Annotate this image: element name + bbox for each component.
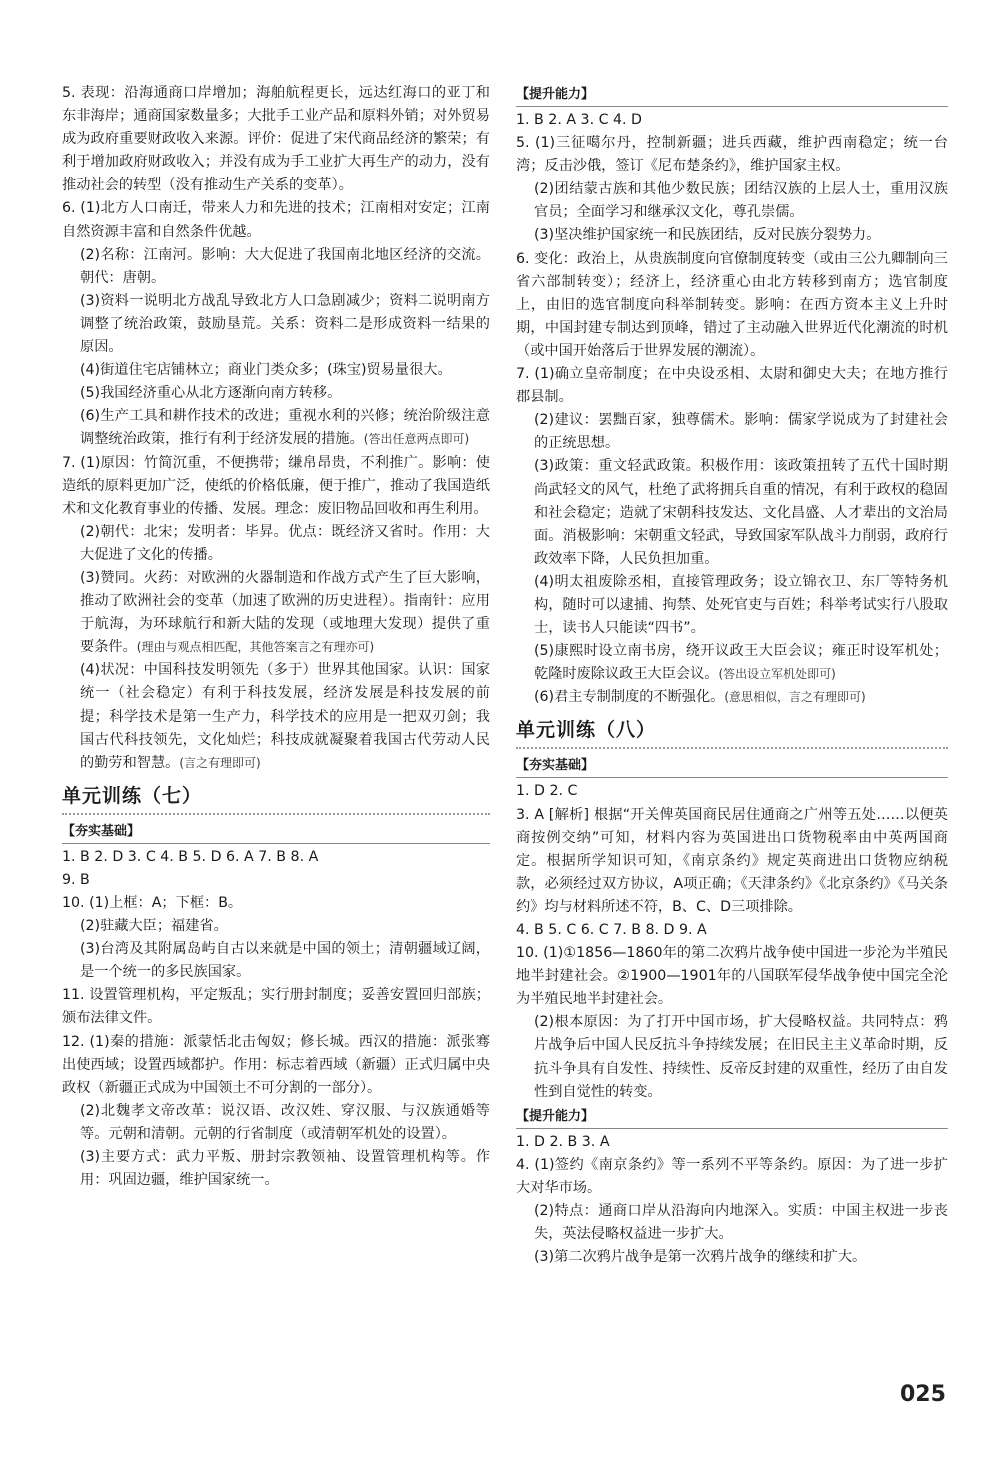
section-tag-basic: 【夯实基础】 [516,758,595,774]
unit-8-divider [516,747,948,749]
answer-u7-q10-3: (3)台湾及其附属岛屿自古以来就是中国的领土；清朝疆域辽阔，是一个统一的多民族国家。 [80,941,490,981]
answer-l-q7-2: (2)朝代：北宋；发明者：毕昇。优点：既经济又省时。作用：大大促进了文化的传播。 [80,523,490,563]
answer-note: (答出设立军机处即可) [718,667,836,682]
answer-r-q5-2: (2)团结蒙古族和其他少数民族；团结汉族的上层人士，重用汉族官员；全面学习和继承汉文化，尊孔崇儒。 [534,181,948,221]
answer-r-q7-6 [516,686,948,709]
answer-r-mc1: 1. B 2. A 3. C 4. D [516,112,642,128]
answer-u7-q12-2: (2)北魏孝文帝改革：说汉语、改汉姓、穿汉服、与汉族通婚等等。元朝和清朝。元朝的行省制度（或清朝军机处的设置）。 [80,1102,490,1142]
answer-r-q7-3: (3)政策：重文轻武政策。积极作用：该政策扭转了五代十国时期尚武轻文的风气，杜绝了武将拥兵自重的情况，有利于政权的稳固和社会稳定；造就了宋朝科技发达、文化昌盛、人才辈出的文治局面。消极影响：宋朝重文轻武，导致国家军队战斗力削弱，政府行政效率下降，人民负担加重。 [534,458,948,567]
answer-r-q7-1: 7. (1)确立皇帝制度；在中央设丞相、太尉和御史大夫；在地方推行郡县制。 [516,366,948,406]
answer-l-q6-1: 6. (1)北方人口南迁，带来人力和先进的技术；江南相对安定；江南自然资源丰富和自然条件优越。 [62,200,490,240]
answer-u8-q10-1: 10. (1)①1856—1860年的第二次鸦片战争使中国进一步沦为半殖民地半封建社会。②1900—1901年的八国联军侵华战争使中国完全沦为半殖民地半封建社会。 [516,945,948,1008]
answer-text: (5)康熙时设立南书房，绕开议政王大臣会议；雍正时设军机处；乾隆时废除议政王大臣会议。 [534,643,948,683]
section-tag-rule [516,106,948,107]
answer-l-q7-1: 7. (1)原因：竹简沉重，不便携带；缣帛昂贵，不利推广。影响：使造纸的原料更加广泛，使纸的价格低廉，便于推广，推动了我国造纸术和文化教育事业的传播、发展。理念：废旧物品回收和再生利用。 [62,454,490,517]
answer-l-q7-4 [62,659,490,774]
answer-u7-mc2: 9. B [62,871,90,888]
answer-note: (意思相似，言之有理即可) [724,690,866,705]
answer-u7-mc1: 1. B 2. D 3. C 4. B 5. D 6. A 7. B 8. A [62,848,319,865]
answer-u8-imp-q4-3: (3)第二次鸦片战争是第一次鸦片战争的继续和扩大。 [534,1249,867,1266]
section-tag-improve: 【提升能力】 [516,87,595,102]
answer-l-q6-4: (4)街道住宅店铺林立；商业门类众多；(珠宝)贸易量很大。 [80,362,452,379]
left-column [62,82,490,1192]
answer-u8-mc2: 4. B 5. C 6. C 7. B 8. D 9. A [516,922,707,938]
answer-l-q5: 5. 表现：沿海通商口岸增加；海舶航程更长，远达红海口的亚丁和东非海岸；通商国家数量多；大批手工业产品和原料外销；对外贸易成为政府重要财政收入来源。评价：促进了宋代商品经济的繁荣；有利于增加政府财政收入；并没有成为手工业扩大再生产的动力，没有推动社会的转型（没有推动生产关系的变革）。 [62,85,490,194]
answer-u7-q10-2: (2)驻藏大臣；福建省。 [80,918,228,935]
answer-r-q5-3: (3)坚决维护国家统一和民族团结，反对民族分裂势力。 [534,227,881,244]
answer-text: (6)君主专制制度的不断强化。 [534,689,725,706]
answer-l-q6-3: (3)资料一说明北方战乱导致北方人口急剧减少；资料二说明南方调整了统治政策，鼓励垦荒。关系：资料二是形成资料一结果的原因。 [80,292,490,356]
answer-r-q7-5 [516,640,948,686]
answer-u7-q12-1: 12. (1)秦的措施：派蒙恬北击匈奴；修长城。西汉的措施：派张骞出使西域；设置西域都护。作用：标志着西域（新疆）正式归属中央政权（新疆正式成为中国领土不可分割的一部分）。 [62,1033,490,1096]
section-tag-basic: 【夯实基础】 [62,823,141,839]
answer-text: (6)生产工具和耕作技术的改进；重视水利的兴修；统治阶级注意调整统治政策，推行有利于经济发展的措施。 [80,408,490,448]
answer-note: (理由与观点相匹配，其他答案言之有理亦可) [136,640,375,655]
answer-l-q6-6 [62,405,490,451]
section-tag-improve: 【提升能力】 [516,1108,595,1124]
answer-u8-q10-2: (2)根本原因：为了打开中国市场，扩大侵略权益。共同特点：鸦片战争后中国人民反抗斗争持续发展；在旧民主主义革命时期，反抗斗争具有自发性、持续性、反帝反封建的双重性，经历了由自发性到自觉性的转变。 [534,1014,948,1100]
answer-u8-imp-q4-1: 4. (1)签约《南京条约》等一系列不平等条约。原因：为了进一步扩大对华市场。 [516,1156,948,1196]
answer-l-q7-3 [62,567,490,659]
answer-r-q5-1: 5. (1)三征噶尔丹，控制新疆；进兵西藏，维护西南稳定；统一台湾；反击沙俄，签订《尼布楚条约》，维护国家主权。 [516,135,948,175]
answer-r-q7-2: (2)建议：罢黜百家，独尊儒术。影响：儒家学说成为了封建社会的正统思想。 [534,412,948,452]
answer-l-q6-2: (2)名称：江南河。影响：大大促进了我国南北地区经济的交流。朝代：唐朝。 [80,246,490,286]
answer-text: (3)赞同。火药：对欧洲的火器制造和作战方式产生了巨大影响，推动了欧洲社会的变革（加速了欧洲的历史进程）。指南针：应用于航海，为环球航行和新大陆的发现（或地理大发现）提供了重要条件。 [80,569,490,656]
unit-8-title: 单元训练（八） [516,719,657,742]
section-tag-rule [516,1128,948,1129]
unit-7-title: 单元训练（七） [62,784,203,807]
answer-note: (言之有理即可) [179,755,261,770]
answer-u8-q3: 3. A [解析] 根据“开关俾英国商民居住通商之广州等五处……以便英商按例交纳”可知，材料内容为英国进出口货物税率由中英两国商定。根据所学知识可知，《南京条约》规定英商进出口货物应纳税款，必须经过双方协议，A项正确；《天津条约》《北京条约》《马关条约》均与材料所述不符，B、C、D三项排除。 [516,806,948,915]
section-tag-rule [62,843,490,844]
right-column [516,82,948,1269]
answer-u8-mc1: 1. D 2. C [516,783,578,800]
answer-r-q7-4: (4)明太祖废除丞相，直接管理政务；设立锦衣卫、东厂等特务机构，随时可以逮捕、拘禁、处死官吏与百姓；科举考试实行八股取士，读书人只能读“四书”。 [534,573,948,637]
page-number: 025 [900,1382,946,1407]
answer-u8-imp-mc: 1. D 2. B 3. A [516,1133,610,1150]
answer-text: (4)状况：中国科技发明领先（多于）世界其他国家。认识：国家统一（社会稳定）有利于科技发展，经济发展是科技发展的前提；科学技术是第一生产力，科学技术的应用是一把双刃剑；我国古代科技领先，文化灿烂；科技成就凝聚着我国古代劳动人民的勤劳和智慧。 [80,662,490,771]
unit-7-divider [62,813,490,815]
answer-u7-q10-1: 10. (1)上框：A；下框：B。 [62,895,243,911]
answer-note: (答出任意两点即可) [363,432,470,447]
answer-r-q6: 6. 变化：政治上，从贵族制度向官僚制度转变（或由三公九卿制向三省六部制转变）；经济上，经济重心由北方转移到南方；选官制度上，由旧的选官制度向科举制转变。影响：在西方资本主义上升时期，中国封建专制达到顶峰，错过了主动融入世界近代化潮流的时机（或中国开始落后于世界发展的潮流）。 [516,250,948,359]
answer-u7-q11: 11. 设置管理机构，平定叛乱；实行册封制度；妥善安置回归部族；颁布法律文件。 [62,987,490,1027]
answer-u8-imp-q4-2: (2)特点：通商口岸从沿海向内地深入。实质：中国主权进一步丧失，英法侵略权益进一步扩大。 [534,1203,948,1243]
answer-u7-q12-3: (3)主要方式：武力平叛、册封宗教领袖、设置管理机构等。作用：巩固边疆，维护国家统一。 [80,1149,490,1189]
answer-l-q6-5: (5)我国经济重心从北方逐渐向南方转移。 [80,385,342,402]
section-tag-rule [516,777,948,778]
